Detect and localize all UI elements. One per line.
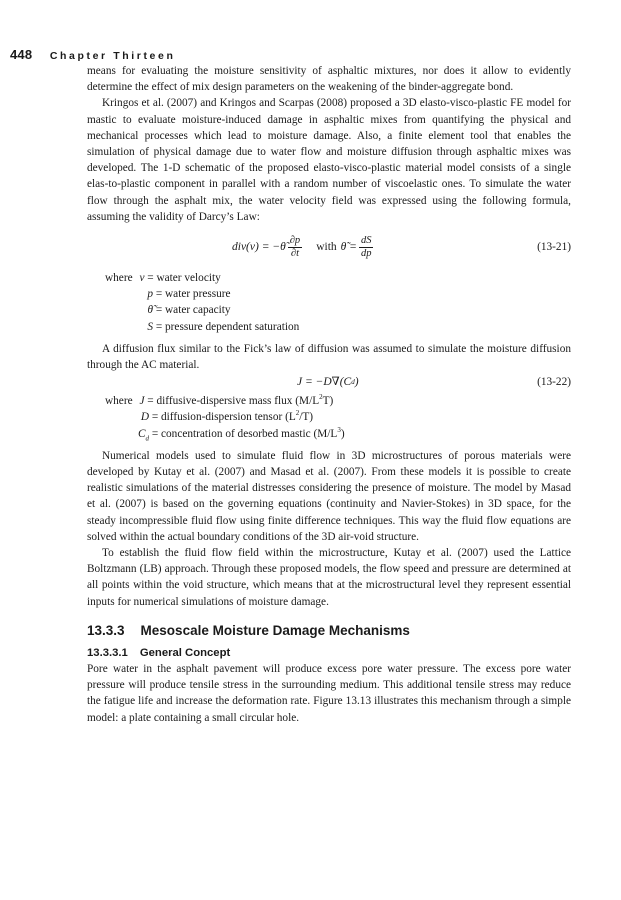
fraction [288, 235, 302, 260]
subsection-title: General Concept [139, 646, 231, 659]
definition-superscript: 3 [337, 425, 341, 434]
definition-symbol: p [147, 288, 153, 301]
definition-row [105, 409, 571, 425]
definition-symbol: v [139, 272, 145, 285]
equation-13-22 [87, 373, 571, 391]
definition-tail: ) [340, 427, 345, 440]
definition-text: = water pressure [153, 288, 231, 301]
definition-row [105, 393, 571, 409]
definition-symbol: D [140, 411, 149, 424]
definition-superscript: 2 [295, 409, 300, 418]
paragraph: means for evaluating the moisture sensitivity of asphaltic mixtures, nor does it allow to evidently determine the effect of mix design parameters on the weakening of the binder-aggregate bond. [87, 65, 571, 94]
equation-close: ) [354, 376, 359, 389]
definition-text: = diffusive-dispersive mass flux (M/L [144, 395, 320, 408]
fraction-numerator: dS [360, 234, 372, 246]
definition-row [105, 426, 571, 442]
definition-lead: where [105, 272, 133, 285]
definition-text: = pressure dependent saturation [153, 320, 300, 333]
definition-symbol: J [139, 395, 145, 408]
paragraph: Kringos et al. (2007) and Kringos and Scarpas (2008) proposed a 3D elasto-visco-plastic FE model for mastic to evaluate moisture-induced damage in asphaltic mixes from quantifying the physical and mechanical processes which lead to moisture damage. Also, a finite element tool that enables the simulation of physical damage due to water flow and moisture diffusion through asphaltic mixes was developed. The 1-D schematic of the proposed elasto-visco-plastic material model consists of a single elas-to-plastic component in parallel with a random number of viscoelastic ones. To simulate the water flow through the asphalt mix, the water velocity field was expressed using the following formula, assuming the validity of Darcy’s Law: [87, 97, 571, 223]
definition-symbol: θ̃ [147, 304, 153, 317]
definition-symbol: S [147, 320, 153, 333]
equation-lhs: div(v) = −θ̃ [232, 240, 286, 253]
equation-number: (13-22) [537, 376, 571, 389]
paragraph: Numerical models used to simulate fluid flow in 3D microstructures of porous materials were developed by Kutay et al. (2007) and Masad et al. (2007). From these models it is possible to create realistic simulations of the material distresses considering the presence of moisture. The model by Masad et al. (2007) is based on the governing equations (continuity and Navier-Stokes) in 3D space, for the steady incompressible fluid flow using finite difference techniques. This way the fluid flow equations are solved within the actual boundary conditions of the 3D air-void structure. [87, 449, 571, 543]
definition-tail: T) [322, 395, 334, 408]
variable-definitions [105, 270, 571, 335]
definition-text: = water capacity [153, 304, 231, 317]
definition-lead: where [105, 395, 133, 408]
equation-expression: J = −D∇(C [297, 376, 352, 389]
equation-connector: with [316, 240, 337, 253]
section-number: 13.3.3 [87, 622, 125, 638]
definition-superscript: 2 [319, 393, 323, 402]
definition-symbol [105, 426, 149, 442]
equation-body [232, 228, 375, 266]
subsection-heading [87, 646, 571, 661]
definition-row [105, 302, 571, 318]
body-text [87, 63, 571, 726]
running-head [10, 47, 175, 62]
definition-row [105, 286, 571, 302]
equation-rhs: θ̃ = [340, 240, 357, 253]
fraction [359, 235, 374, 260]
symbol-base: C [137, 427, 146, 440]
equation-number: (13-21) [537, 241, 571, 254]
variable-definitions [105, 393, 571, 442]
paragraph: Pore water in the asphalt pavement will produce excess pore water pressure. The excess pore water pressure will produce tensile stress in the surrounding medium. This additional tensile stress may reduce the fatigue life and increase the deformation rate. Figure 13.13 illustrates this mechanism through a simple model: a plate containing a small circular hole. [87, 662, 571, 724]
paragraph: To establish the fluid flow field within the microstructure, Kutay et al. (2007) used the Lattice Boltzmann (LB) approach. Through these proposed models, the flow speed and pressure are determined at all points within the void structure, which means that at the microstructural level they represent essential inputs for numerical simulations of moisture damage. [87, 547, 571, 608]
equation-13-21 [87, 228, 571, 266]
fraction-denominator: dp [360, 247, 372, 259]
paragraph: A diffusion flux similar to the Fick’s law of diffusion was assumed to simulate the moisture diffusion through the AC material. [87, 342, 571, 372]
definition-text: = diffusion-dispersion tensor (L [149, 411, 296, 424]
equation-body: J = −D∇(C d ) [297, 373, 359, 391]
symbol-subscript: d [145, 433, 149, 442]
section-heading [87, 622, 571, 640]
fraction-numerator: ∂p [289, 234, 301, 246]
definition-tail: /T) [299, 411, 314, 424]
definition-text: = water velocity [144, 272, 221, 285]
definition-text: = concentration of desorbed mastic (M/L [149, 427, 338, 440]
fraction-denominator: ∂t [290, 247, 300, 259]
page-number: 448 [10, 47, 33, 62]
definition-row [105, 319, 571, 335]
section-title: Mesoscale Moisture Damage Mechanisms [140, 622, 410, 638]
subsection-number: 13.3.3.1 [87, 646, 128, 659]
chapter-title: Chapter Thirteen [49, 50, 176, 62]
definition-row [105, 270, 571, 286]
